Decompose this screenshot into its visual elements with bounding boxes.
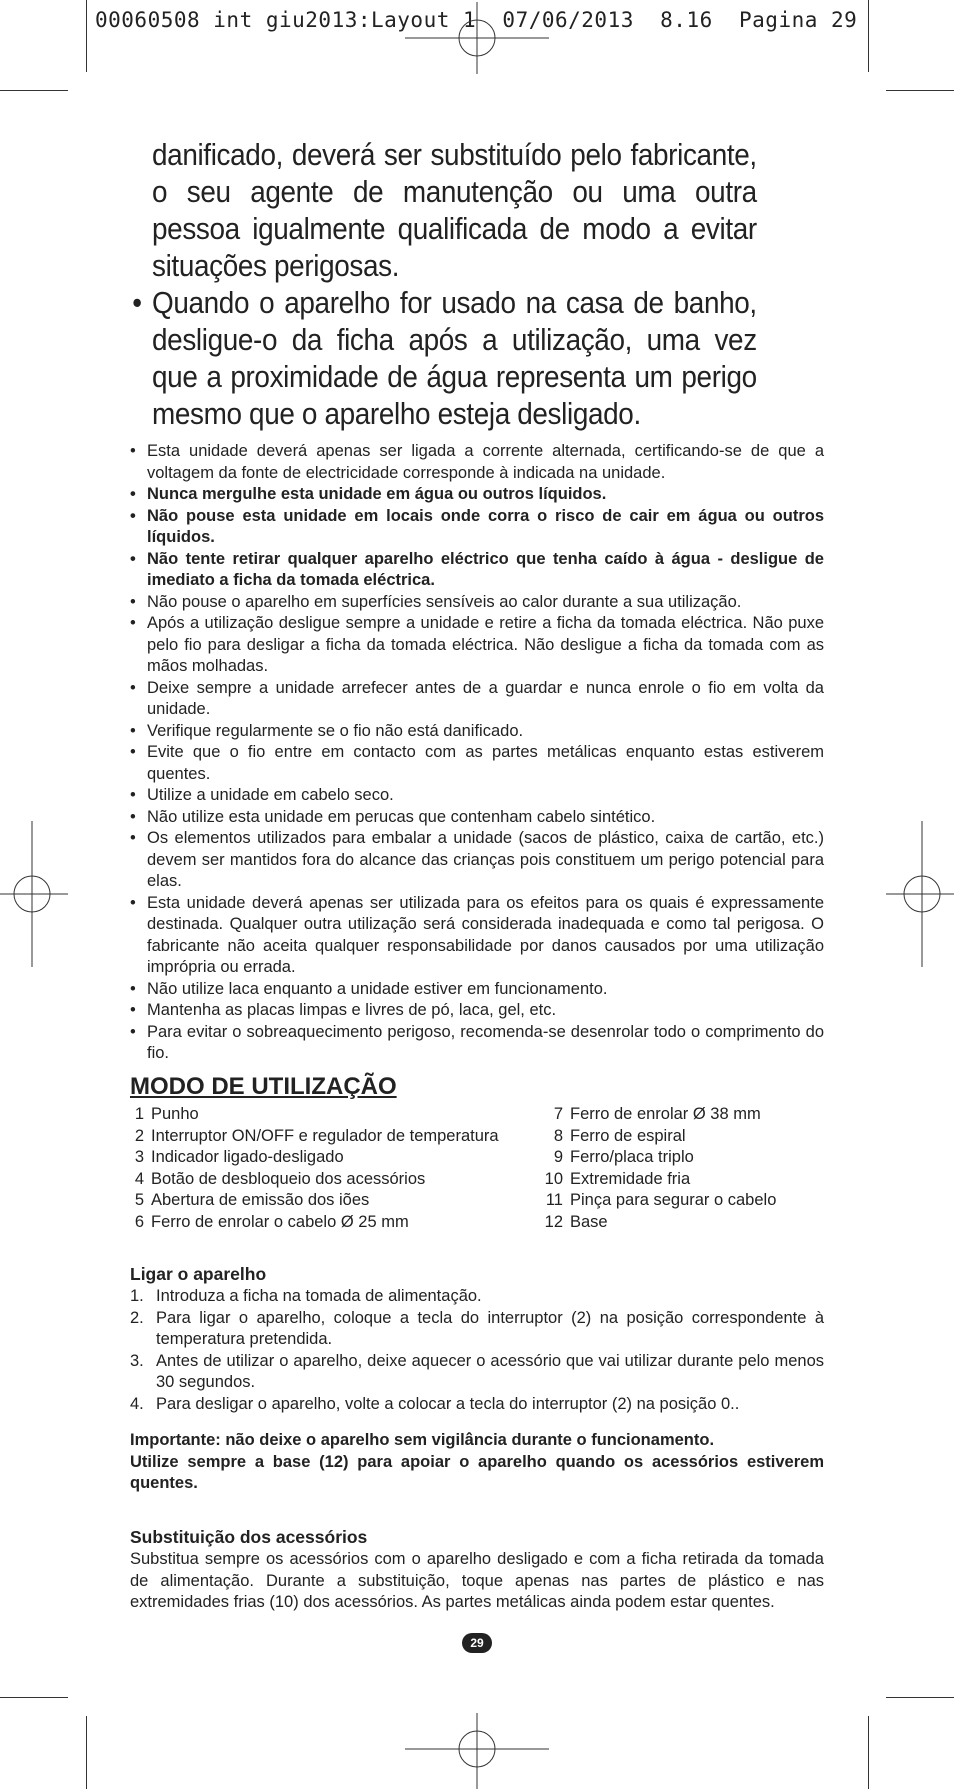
steps-list xyxy=(130,1286,824,1415)
step-number: 4. xyxy=(130,1394,144,1413)
part-item xyxy=(124,1212,499,1234)
step-number: 3. xyxy=(130,1351,144,1370)
parts-list-right xyxy=(543,1104,776,1233)
part-item xyxy=(543,1147,776,1169)
registration-mark-icon xyxy=(886,821,954,967)
list-item xyxy=(130,979,824,1001)
part-label: Interruptor ON/OFF e regulador de temperatura xyxy=(151,1126,499,1145)
list-item-text: Não pouse o aparelho em superfícies sensíveis ao calor durante a sua utilização. xyxy=(147,592,742,611)
part-item xyxy=(543,1190,776,1212)
part-label: Abertura de emissão dos iões xyxy=(151,1191,370,1209)
part-item xyxy=(124,1169,499,1191)
crop-mark xyxy=(0,90,68,91)
list-item xyxy=(130,785,824,807)
list-item-text: Nunca mergulhe esta unidade em água ou outros líquidos. xyxy=(147,485,607,503)
bullet-icon: • xyxy=(130,829,136,847)
part-number: 2 xyxy=(134,1126,144,1145)
part-item xyxy=(124,1104,499,1126)
step-item xyxy=(130,1308,824,1351)
list-item xyxy=(130,1000,824,1022)
part-number: 3 xyxy=(134,1148,144,1166)
part-number: 9 xyxy=(553,1148,563,1166)
step-number: 1. xyxy=(130,1287,144,1305)
list-item-text: Deixe sempre a unidade arrefecer antes de a guardar e nunca enrole o fio em volta da unidade. xyxy=(147,678,824,718)
step-text: Para desligar o aparelho, volte a colocar a tecla do interruptor (2) na posição 0.. xyxy=(156,1394,740,1413)
part-label: Punho xyxy=(151,1105,199,1123)
list-item-text: Para evitar o sobreaquecimento perigoso, recomenda-se desenrolar todo o comprimento do fio. xyxy=(147,1022,824,1062)
step-text: Introduza a ficha na tomada de alimentação. xyxy=(156,1287,482,1305)
crop-mark xyxy=(886,1697,954,1698)
ligar-title: Ligar o aparelho xyxy=(130,1264,267,1284)
list-item xyxy=(130,742,824,785)
important-note-1: Importante: não deixe o aparelho sem vigilância durante o funcionamento. xyxy=(130,1431,715,1449)
part-label: Ferro de espiral xyxy=(570,1126,686,1145)
crop-mark xyxy=(0,1697,68,1698)
part-number: 1 xyxy=(134,1105,144,1123)
list-item xyxy=(130,592,824,614)
part-number: 7 xyxy=(553,1105,563,1123)
part-number: 6 xyxy=(134,1212,144,1231)
step-item xyxy=(130,1286,824,1308)
intro-continuation: danificado, deverá ser substituído pelo fabricante, o seu agente de manutenção ou uma outra pessoa igualmente qualificada de modo a evitar situações perigosas. xyxy=(152,137,757,283)
part-item xyxy=(124,1190,499,1212)
crop-mark xyxy=(86,1716,87,1789)
subst-title: Substituição dos acessórios xyxy=(130,1527,368,1547)
registration-mark-icon xyxy=(405,1713,549,1789)
list-item xyxy=(130,441,824,484)
bullet-icon: • xyxy=(130,678,136,697)
part-number: 12 xyxy=(544,1212,563,1231)
bullet-icon: • xyxy=(130,979,136,998)
list-item xyxy=(130,613,824,678)
part-number: 4 xyxy=(134,1169,144,1188)
list-item-text: Utilize a unidade em cabelo seco. xyxy=(147,786,394,804)
list-item xyxy=(130,506,824,549)
part-label: Ferro de enrolar o cabelo Ø 25 mm xyxy=(151,1212,409,1231)
crop-mark xyxy=(886,90,954,91)
list-item xyxy=(130,678,824,721)
crop-mark xyxy=(868,1716,869,1789)
crop-mark xyxy=(868,0,869,72)
bullet-icon: • xyxy=(130,485,136,503)
list-item-text: Os elementos utilizados para embalar a unidade (sacos de plástico, caixa de cartão, etc.) devem ser mantidos fora do alcance das crianças pois constituem um perigo potencial para elas. xyxy=(147,829,824,890)
list-item-text: Esta unidade deverá apenas ser utilizada para os efeitos para os quais é expressamente destinada. Qualquer outra utilização será considerada inadequada e como tal perigosa. O fabricante não aceita qualquer responsabilidade por danos causados por uma utilização imprópria ou errada. xyxy=(147,893,824,976)
print-slug: 00060508 int giu2013:Layout 1 07/06/2013 8.16 Pagina 29 xyxy=(95,8,858,32)
part-item xyxy=(124,1147,499,1169)
list-item-text: Verifique regularmente se o fio não está danificado. xyxy=(147,721,524,740)
crop-mark xyxy=(86,0,87,72)
part-label: Ferro de enrolar Ø 38 mm xyxy=(570,1105,761,1123)
registration-mark-icon xyxy=(405,2,549,74)
list-item-text: Não tente retirar qualquer aparelho eléctrico que tenha caído à água - desligue de imediato a ficha da tomada eléctrica. xyxy=(147,549,824,589)
page-number: 29 xyxy=(462,1633,492,1653)
step-text: Antes de utilizar o aparelho, deixe aquecer o acessório que vai utilizar durante pelo menos 30 segundos. xyxy=(156,1351,824,1391)
part-item xyxy=(543,1169,776,1191)
important-note-2: Utilize sempre a base (12) para apoiar o aparelho quando os acessórios estiverem quentes. xyxy=(130,1452,824,1492)
part-item xyxy=(543,1104,776,1126)
part-label: Base xyxy=(570,1212,608,1231)
list-item-text: Mantenha as placas limpas e livres de pó, laca, gel, etc. xyxy=(147,1001,557,1019)
bullet-icon: • xyxy=(130,721,136,740)
bullet-icon: • xyxy=(130,807,136,826)
part-label: Pinça para segurar o cabelo xyxy=(570,1191,777,1209)
safety-rules-list xyxy=(130,441,824,1065)
part-item xyxy=(543,1126,776,1148)
intro-bullet-text: Quando o aparelho for usado na casa de banho, desligue-o da ficha após a utilização, uma vez que a proximidade de água representa um perigo mesmo que o aparelho esteja desligado. xyxy=(152,285,757,431)
list-item xyxy=(130,1022,824,1065)
step-number: 2. xyxy=(130,1308,144,1327)
part-label: Ferro/placa triplo xyxy=(570,1148,694,1166)
bullet-icon: • xyxy=(130,1022,136,1041)
intro-bullet xyxy=(132,284,757,432)
list-item xyxy=(130,549,824,592)
bullet-icon: • xyxy=(130,442,136,460)
part-item xyxy=(543,1212,776,1234)
part-number: 10 xyxy=(544,1169,563,1188)
important-notes xyxy=(130,1430,824,1495)
part-label: Extremidade fria xyxy=(570,1169,691,1188)
list-item-text: Não utilize esta unidade em perucas que contenham cabelo sintético. xyxy=(147,807,656,826)
step-item xyxy=(130,1351,824,1394)
bullet-icon: • xyxy=(130,893,136,912)
list-item xyxy=(130,893,824,979)
step-item xyxy=(130,1394,824,1416)
bullet-icon: • xyxy=(130,614,136,632)
intro-text xyxy=(132,136,757,432)
list-item xyxy=(130,721,824,743)
bullet-icon: • xyxy=(130,506,136,525)
list-item-text: Após a utilização desligue sempre a unidade e retire a ficha da tomada eléctrica. Não puxe pelo fio para desligar a ficha da tomada eléctrica. Não desligue a ficha da tomada com as mãos molhadas. xyxy=(147,614,824,675)
list-item xyxy=(130,828,824,893)
registration-mark-icon xyxy=(0,821,68,967)
part-number: 8 xyxy=(553,1126,563,1145)
part-number: 5 xyxy=(134,1191,144,1209)
bullet-icon: • xyxy=(130,743,136,761)
list-item xyxy=(130,484,824,506)
section-title: MODO DE UTILIZAÇÃO xyxy=(130,1073,397,1100)
step-text: Para ligar o aparelho, coloque a tecla do interruptor (2) na posição correspondente à temperatura pretendida. xyxy=(156,1308,824,1348)
list-item-text: Não pouse esta unidade em locais onde corra o risco de cair em água ou outros líquidos. xyxy=(147,506,824,546)
bullet-icon: • xyxy=(130,549,136,568)
part-number: 11 xyxy=(545,1191,563,1209)
parts-list-left xyxy=(124,1104,499,1233)
list-item-text: Evite que o fio entre em contacto com as partes metálicas enquanto estas estiverem quentes. xyxy=(147,743,824,783)
bullet-icon: • xyxy=(130,786,136,804)
list-item-text: Não utilize laca enquanto a unidade estiver em funcionamento. xyxy=(147,979,608,998)
bullet-icon: • xyxy=(130,1001,136,1019)
list-item-text: Esta unidade deverá apenas ser ligada a corrente alternada, certificando-se de que a voltagem da fonte de electricidade corresponde à indicada na unidade. xyxy=(147,442,824,482)
list-item xyxy=(130,807,824,829)
part-label: Botão de desbloqueio dos acessórios xyxy=(151,1169,426,1188)
part-item xyxy=(124,1126,499,1148)
bullet-icon: • xyxy=(132,285,142,320)
part-label: Indicador ligado-desligado xyxy=(151,1148,344,1166)
bullet-icon: • xyxy=(130,592,136,611)
subst-text: Substitua sempre os acessórios com o aparelho desligado e com a ficha retirada da tomada de alimentação. Durante a substituição, toque apenas nas partes de plástico e nas extremidades frias (10) dos acessórios. As partes metálicas ainda podem estar quentes. xyxy=(130,1550,824,1611)
